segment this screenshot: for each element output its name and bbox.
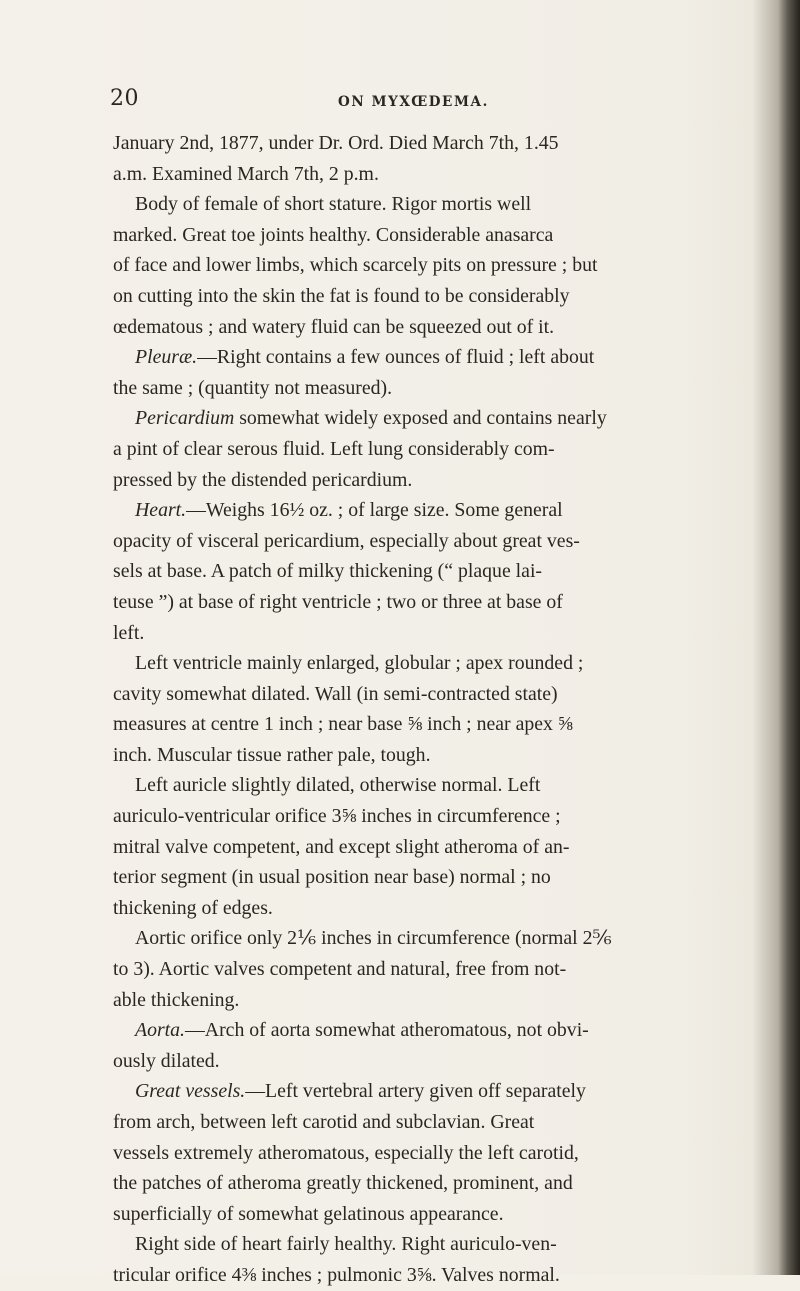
line-text: a pint of clear serous fluid. Left lung considerably com- — [113, 437, 555, 460]
line-text: marked. Great toe joints healthy. Considerable anasarca — [113, 223, 554, 246]
page-number: 20 — [110, 86, 139, 111]
text-line — [113, 1260, 713, 1291]
line-text: to 3). Aortic valves competent and natural, free from not- — [113, 958, 567, 981]
section-heading: Aorta. — [135, 1019, 186, 1042]
text-line — [113, 923, 713, 954]
section-heading: Pleuræ. — [135, 346, 198, 369]
line-text: on cutting into the skin the fat is found to be considerably — [113, 284, 570, 307]
line-text: measures at centre 1 inch ; near base ⅝ inch ; near apex ⅝ — [113, 713, 573, 736]
line-text: left. — [113, 621, 145, 644]
text-line — [113, 220, 713, 251]
section-heading: Great vessels. — [135, 1080, 246, 1103]
text-line — [113, 189, 713, 220]
section-heading: Heart. — [135, 499, 187, 522]
line-text: January 2nd, 1877, under Dr. Ord. Died March 7th, 1.45 — [113, 132, 559, 154]
page-edge-shadow — [778, 0, 800, 1275]
text-line — [113, 526, 713, 557]
line-text: ously dilated. — [113, 1049, 220, 1072]
text-line — [113, 893, 713, 924]
line-text: a.m. Examined March 7th, 2 p.m. — [113, 162, 379, 185]
text-line — [113, 556, 713, 587]
text-line — [113, 1199, 713, 1230]
text-line — [113, 373, 713, 404]
line-text: vessels extremely atheromatous, especially the left carotid, — [113, 1141, 579, 1164]
text-line — [113, 1015, 713, 1046]
line-text: œdematous ; and watery fluid can be squeezed out of it. — [113, 315, 555, 338]
text-line — [113, 159, 713, 190]
line-text: mitral valve competent, and except slight atheroma of an- — [113, 835, 570, 858]
text-line — [113, 587, 713, 618]
line-text: —Arch of aorta somewhat atheromatous, not obvi- — [185, 1019, 589, 1042]
text-line — [113, 312, 713, 343]
line-text: —Right contains a few ounces of fluid ; left about — [197, 346, 595, 369]
line-text: thickening of edges. — [113, 896, 273, 919]
text-line — [113, 1046, 713, 1077]
line-text: —Weighs 16½ oz. ; of large size. Some general — [186, 499, 563, 522]
line-text: terior segment (in usual position near base) normal ; no — [113, 866, 551, 889]
text-line — [113, 985, 713, 1016]
text-line — [113, 281, 713, 312]
text-line — [113, 618, 713, 649]
line-text: Right side of heart fairly healthy. Right auriculo-ven- — [135, 1233, 557, 1256]
line-text: cavity somewhat dilated. Wall (in semi-contracted state) — [113, 682, 558, 705]
text-line — [113, 801, 713, 832]
line-text: Body of female of short stature. Rigor mortis well — [135, 193, 532, 216]
line-text: teuse ”) at base of right ventricle ; two or three at base of — [113, 590, 563, 613]
line-text: Aortic orifice only 2⅙ inches in circumference (normal 2⅚ — [135, 927, 612, 950]
line-text: sels at base. A patch of milky thickening (“ plaque lai- — [113, 560, 543, 583]
line-text: Left auricle slightly dilated, otherwise normal. Left — [135, 774, 541, 797]
text-line — [113, 679, 713, 710]
text-line — [113, 862, 713, 893]
text-line — [113, 250, 713, 281]
line-text: somewhat widely exposed and contains nearly — [234, 407, 607, 430]
text-line — [113, 740, 713, 771]
line-text: inch. Muscular tissue rather pale, tough. — [113, 743, 431, 766]
line-text: the patches of atheroma greatly thickened, prominent, and — [113, 1172, 573, 1195]
line-text: able thickening. — [113, 988, 240, 1011]
text-line — [113, 832, 713, 863]
text-line — [113, 770, 713, 801]
text-line — [113, 403, 713, 434]
line-text: of face and lower limbs, which scarcely pits on pressure ; but — [113, 254, 598, 277]
line-text: the same ; (quantity not measured). — [113, 376, 393, 399]
text-line — [113, 1168, 713, 1199]
text-line — [113, 434, 713, 465]
running-title: ON MYXŒDEMA. — [338, 94, 489, 110]
text-line — [113, 1138, 713, 1169]
line-text: opacity of visceral pericardium, especially about great ves- — [113, 529, 580, 552]
text-line — [113, 465, 713, 496]
line-text: —Left vertebral artery given off separately — [245, 1080, 586, 1103]
line-text: pressed by the distended pericardium. — [113, 468, 413, 491]
text-line — [113, 709, 713, 740]
text-line — [113, 128, 713, 159]
text-line — [113, 1107, 713, 1138]
text-line — [113, 954, 713, 985]
autopsy-report-text — [113, 128, 713, 1291]
line-text: superficially of somewhat gelatinous appearance. — [113, 1202, 504, 1225]
text-line — [113, 1076, 713, 1107]
text-line — [113, 495, 713, 526]
line-text: tricular orifice 4⅜ inches ; pulmonic 3⅝. Valves normal. — [113, 1263, 560, 1286]
line-text: Left ventricle mainly enlarged, globular ; apex rounded ; — [135, 652, 584, 675]
text-line — [113, 648, 713, 679]
line-text: auriculo-ventricular orifice 3⅝ inches in circumference ; — [113, 805, 561, 828]
text-line — [113, 342, 713, 373]
text-line — [113, 1229, 713, 1260]
section-heading: Pericardium — [135, 407, 235, 430]
line-text: from arch, between left carotid and subclavian. Great — [113, 1111, 535, 1133]
